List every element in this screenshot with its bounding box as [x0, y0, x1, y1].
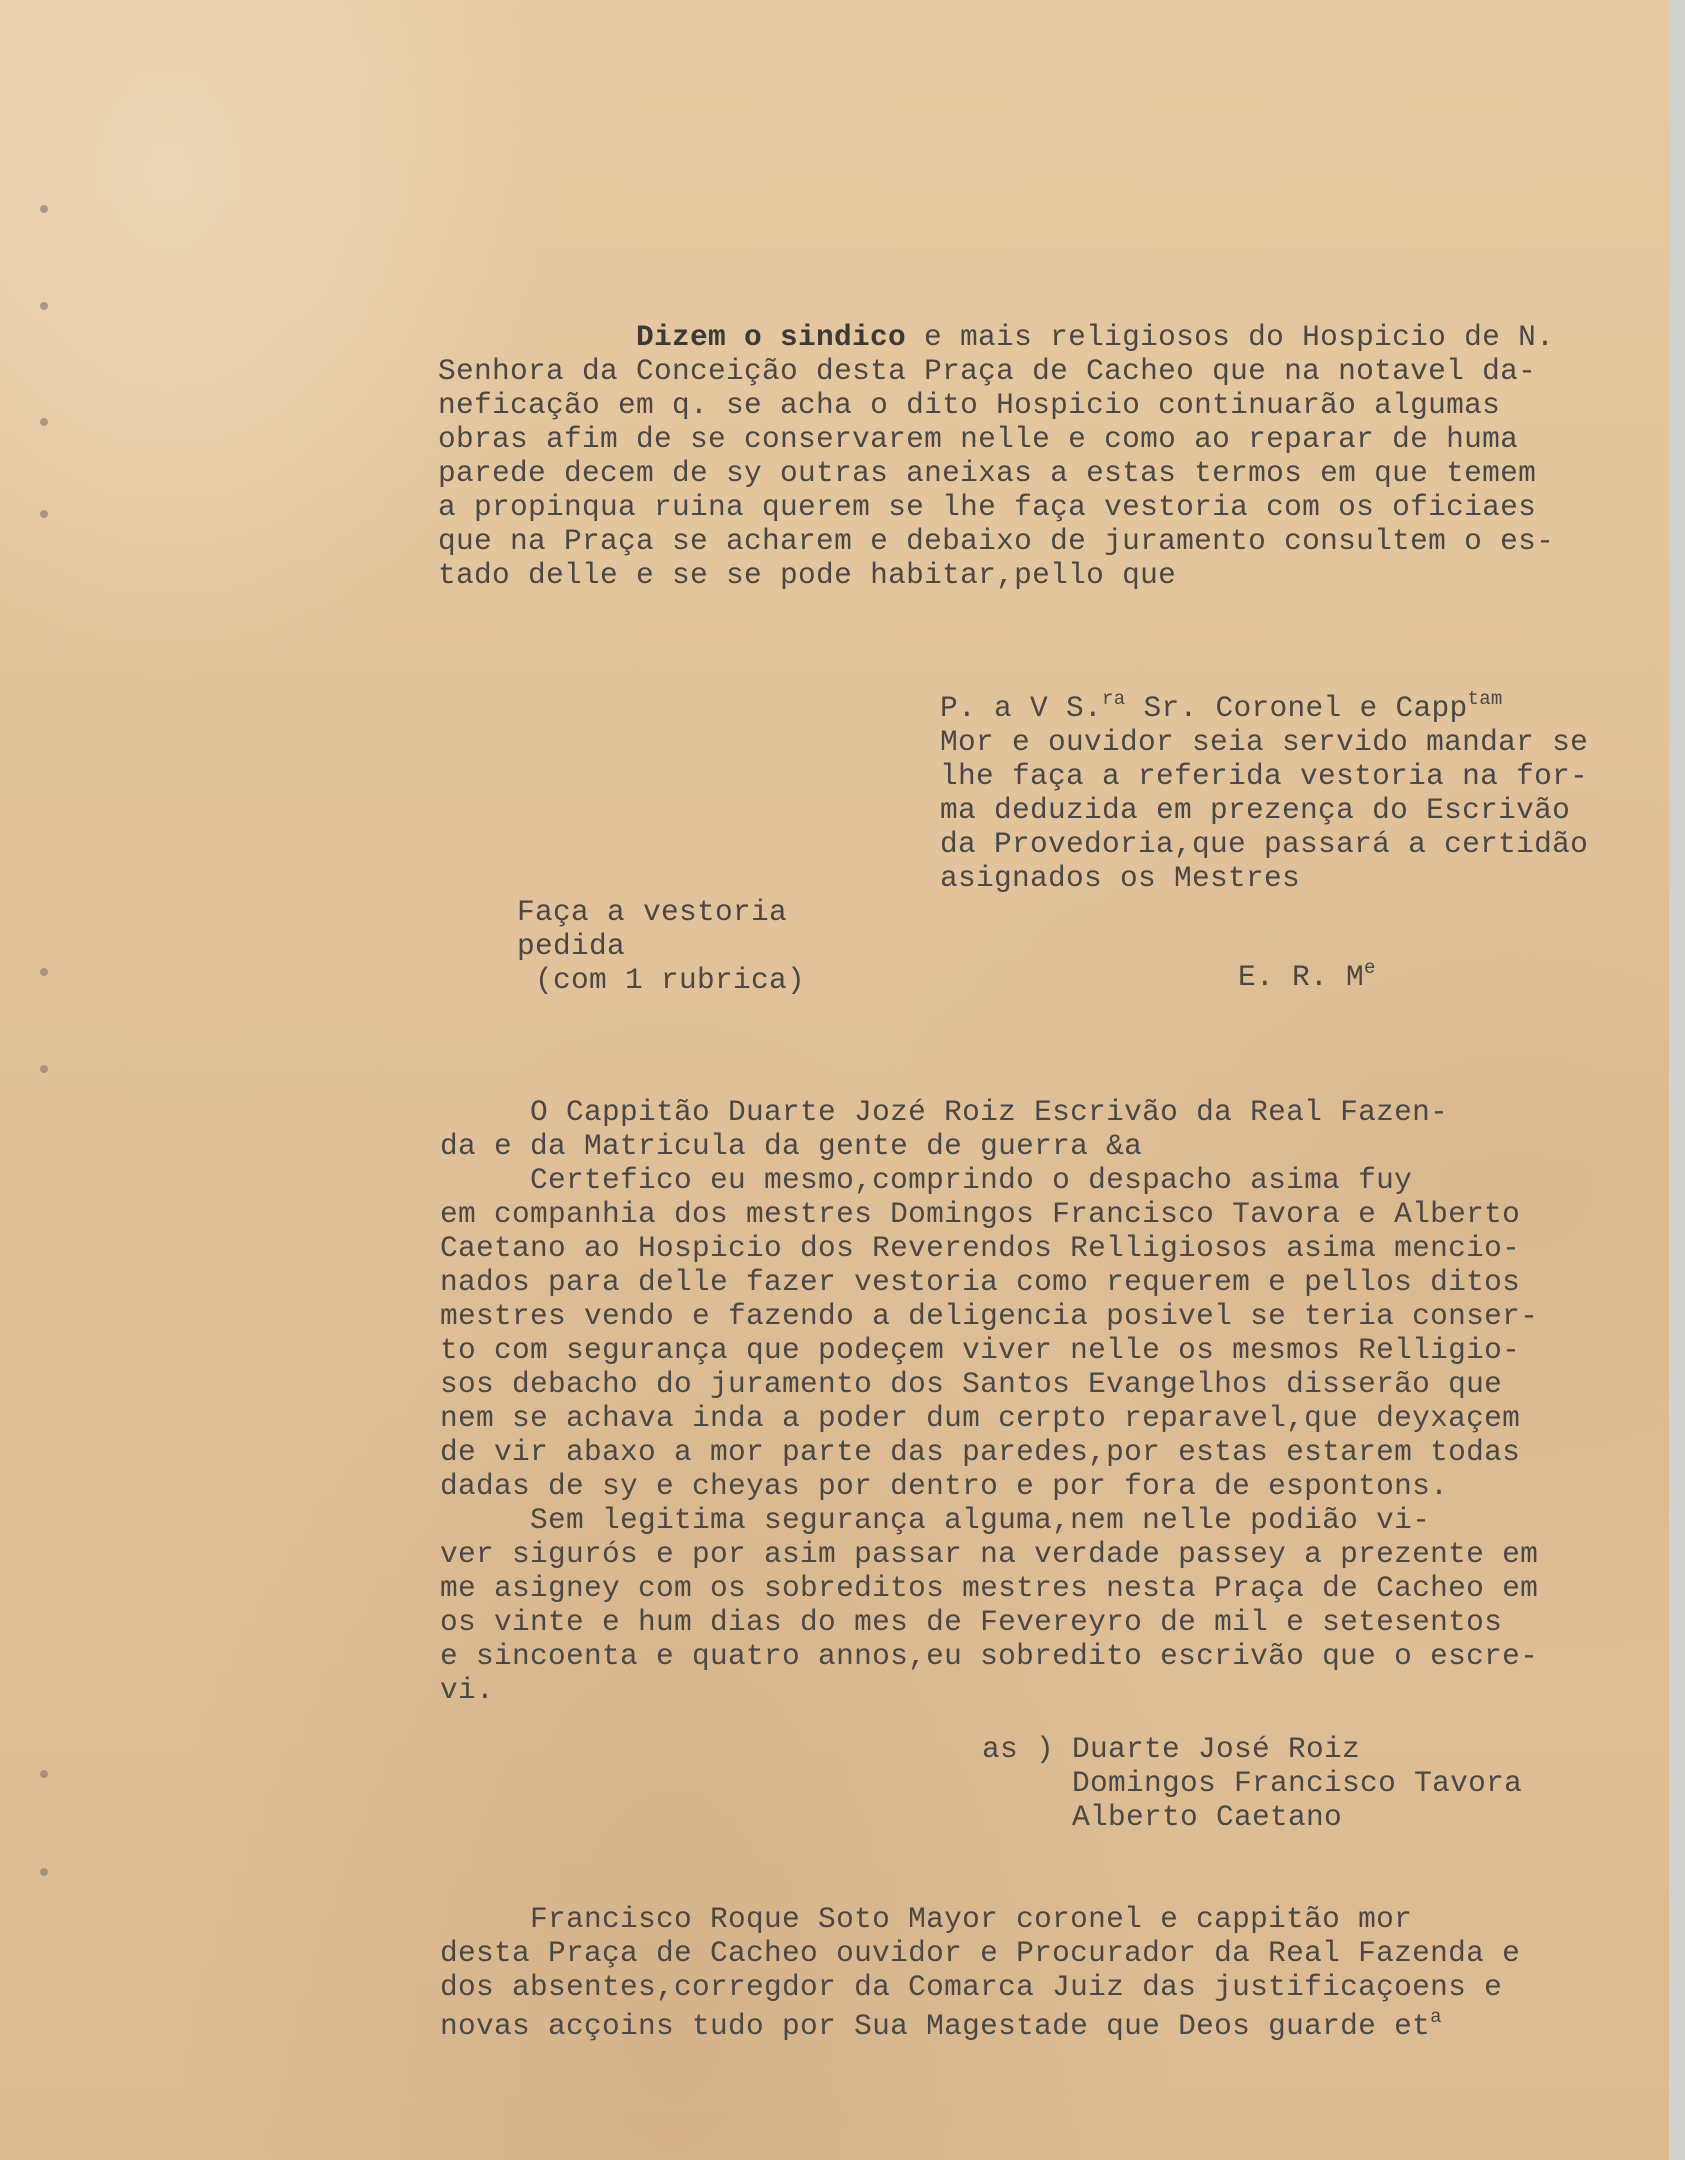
petition-opening: Dizem o sindico — [636, 320, 907, 354]
certificate-line: Caetano ao Hospicio dos Reverendos Relligiosos asima mencio- — [440, 1231, 1521, 1265]
binding-hole — [40, 510, 48, 518]
certificate-line: Certefico eu mesmo,comprindo o despacho asima fuy — [440, 1163, 1413, 1197]
closing-line: desta Praça de Cacheo ouvidor e Procurador da Real Fazenda e — [440, 1936, 1521, 1970]
petition-line: neficação em q. se acha o dito Hospicio continuarão algumas — [438, 388, 1501, 422]
page-edge — [1669, 0, 1685, 2160]
request-line: da Provedoria,que passará a certidão — [940, 827, 1589, 861]
request-line: ma deduzida em prezença do Escrivão — [940, 793, 1571, 827]
despacho-line: Faça a vestoria — [517, 895, 788, 929]
certificate-line: ver sigurós e por asim passar na verdade passey a prezente em — [440, 1537, 1539, 1571]
binding-hole — [40, 968, 48, 976]
petition-line — [636, 321, 1554, 355]
closing-text: novas acçoins tudo por Sua Magestade que Deos guarde et — [440, 2009, 1431, 2043]
request-line — [940, 688, 1503, 726]
certificate-line: de vir abaxo a mor parte das paredes,por estas estarem todas — [440, 1435, 1521, 1469]
certificate-line: nados para delle fazer vestoria como requerem e pellos ditos — [440, 1265, 1521, 1299]
certificate-line: os vinte e hum dias do mes de Fevereyro de mil e setesentos — [440, 1605, 1503, 1639]
request-initials — [1238, 957, 1376, 995]
initials-text: E. R. M — [1238, 960, 1365, 994]
signature-line: Alberto Caetano — [982, 1800, 1343, 1834]
certificate-line: sos debacho do juramento dos Santos Evangelhos disserão que — [440, 1367, 1503, 1401]
petition-line: obras afim de se conservarem nelle e como ao reparar de huma — [438, 422, 1519, 456]
binding-hole — [40, 205, 48, 213]
signature-line: Domingos Francisco Tavora — [982, 1766, 1523, 1800]
binding-hole — [40, 1868, 48, 1876]
signature-line: as ) Duarte José Roiz — [982, 1732, 1361, 1766]
petition-opening-rest: e mais religiosos do Hospicio de N. — [906, 320, 1555, 354]
closing-line: dos absentes,corregdor da Comarca Juiz das justificaçoens e — [440, 1970, 1503, 2004]
petition-line: tado delle e se se pode habitar,pello que — [438, 558, 1177, 592]
certificate-line: mestres vendo e fazendo a deligencia posivel se teria conser- — [440, 1299, 1539, 1333]
binding-hole — [40, 1065, 48, 1073]
certificate-line: da e da Matricula da gente de guerra &a — [440, 1129, 1143, 1163]
certificate-line: O Cappitão Duarte Jozé Roiz Escrivão da Real Fazen- — [440, 1095, 1449, 1129]
despacho-line: pedida — [517, 929, 626, 963]
superscript: a — [1430, 2006, 1442, 2028]
request-line: Mor e ouvidor seia servido mandar se — [940, 725, 1589, 759]
petition-line: a propinqua ruina querem se lhe faça vestoria com os oficiaes — [438, 490, 1537, 524]
certificate-line: e sincoenta e quatro annos,eu sobredito escrivão que o escre- — [440, 1639, 1539, 1673]
binding-hole — [40, 418, 48, 426]
certificate-line: vi. — [440, 1673, 495, 1707]
petition-line: parede decem de sy outras aneixas a estas termos em que temem — [438, 456, 1537, 490]
certificate-line: me asigney com os sobreditos mestres nesta Praça de Cacheo em — [440, 1571, 1539, 1605]
request-text: P. a V S. — [940, 691, 1103, 725]
certificate-line: Sem legitima segurança alguma,nem nelle podião vi- — [440, 1503, 1431, 1537]
closing-line: Francisco Roque Soto Mayor coronel e cappitão mor — [440, 1902, 1413, 1936]
binding-hole — [40, 302, 48, 310]
superscript: tam — [1467, 688, 1503, 710]
certificate-line: em companhia dos mestres Domingos Francisco Tavora e Alberto — [440, 1197, 1521, 1231]
request-line: lhe faça a referida vestoria na for- — [940, 759, 1589, 793]
certificate-line: dadas de sy e cheyas por dentro e por fora de espontons. — [440, 1469, 1449, 1503]
request-text: Sr. Coronel e Capp — [1125, 691, 1468, 725]
petition-line: Senhora da Conceição desta Praça de Cacheo que na notavel da- — [438, 354, 1537, 388]
superscript: ra — [1102, 688, 1126, 710]
despacho-line: (com 1 rubrica) — [517, 963, 806, 997]
superscript: e — [1364, 957, 1376, 979]
certificate-line: nem se achava inda a poder dum cerpto reparavel,que deyxaçem — [440, 1401, 1521, 1435]
certificate-line: to com segurança que podeçem viver nelle os mesmos Relligio- — [440, 1333, 1521, 1367]
binding-hole — [40, 1770, 48, 1778]
closing-line — [440, 2006, 1442, 2044]
petition-line: que na Praça se acharem e debaixo de juramento consultem o es- — [438, 524, 1555, 558]
request-line: asignados os Mestres — [940, 861, 1301, 895]
